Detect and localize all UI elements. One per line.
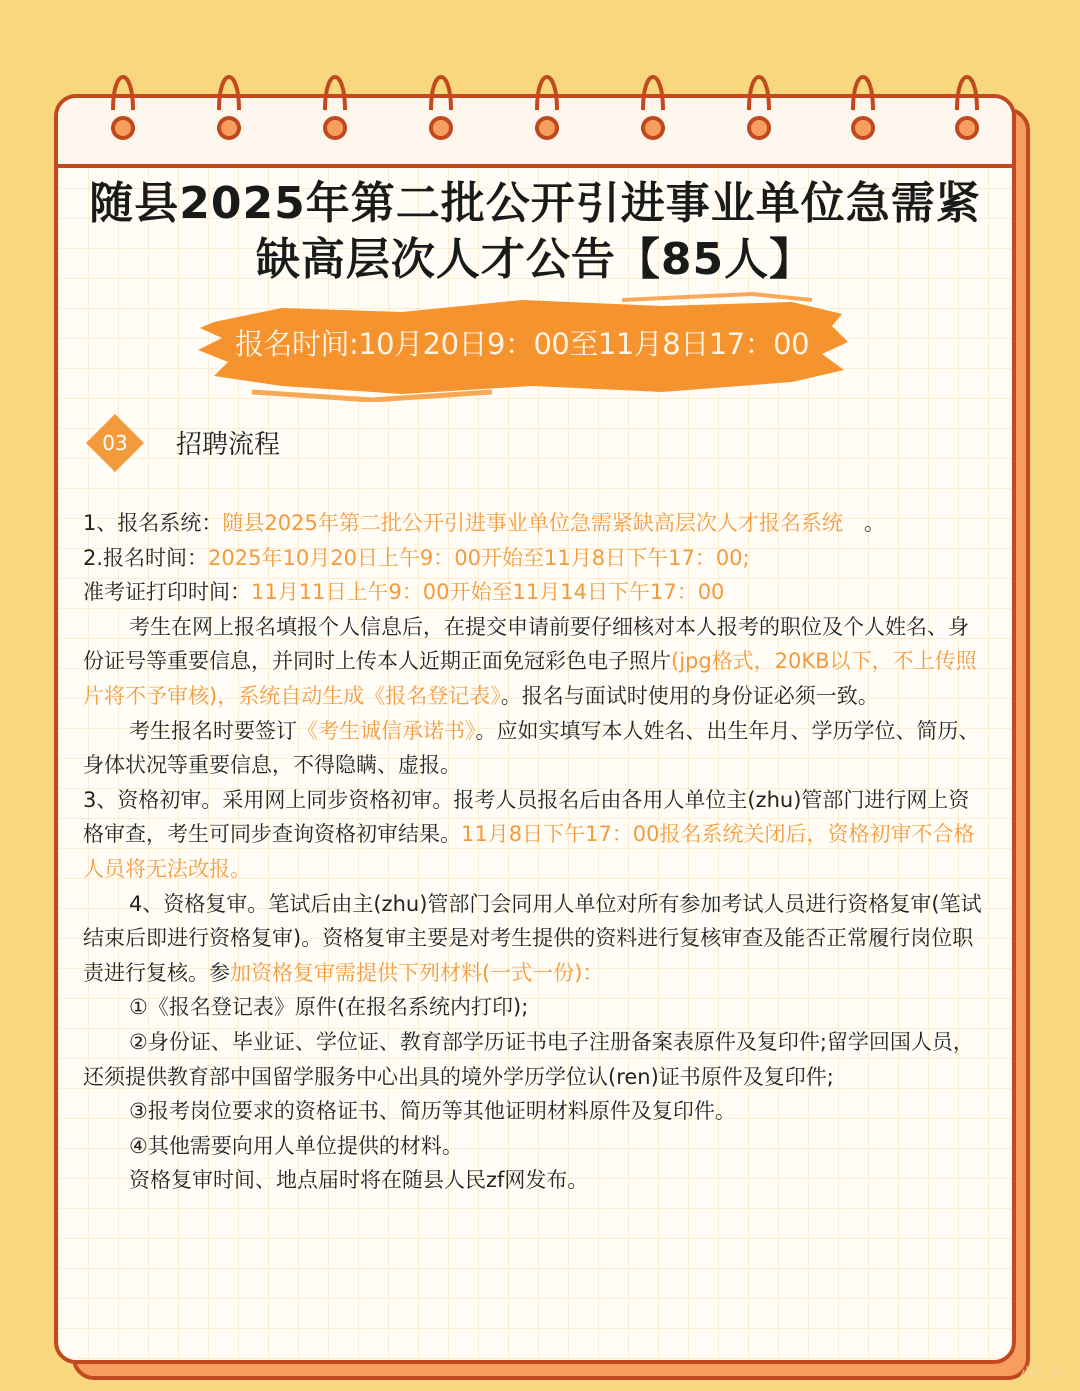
spiral-ring-icon bbox=[744, 60, 774, 146]
paragraph-online-info bbox=[83, 610, 988, 714]
p1-end: 。 bbox=[842, 511, 885, 535]
list-item-registration-form: ①《报名登记表》原件(在报名系统内打印); bbox=[129, 995, 529, 1020]
label-registration-system: 1、报名系统： bbox=[83, 511, 223, 535]
registration-time-value: 2025年10月20日上午9：00开始至11月8日下午17：00; bbox=[208, 545, 750, 570]
p5-text-b: 。应如实填写本人姓名、出生年月、学历学位、简历、身体状况等重要信息，不得隐瞒、虚报。 bbox=[83, 718, 980, 778]
paragraph-admission-ticket bbox=[83, 575, 988, 610]
paragraph-registration-time bbox=[83, 541, 988, 576]
spiral-ring-icon bbox=[108, 60, 138, 146]
p7-text-a: 4、资格复审。笔试后由主(zhu)管部门会同用人单位对所有参加考试人员进行资格复审(笔试结束后即进行资格复审)。资格复审主要是对考生提供的资料进行复核审查及能否正常履行岗位职责进行复核。参 bbox=[83, 891, 982, 985]
paragraph-initial-review bbox=[83, 783, 988, 887]
list-item-other-materials: ④其他需要向用人单位提供的材料。 bbox=[129, 1133, 463, 1158]
spiral-ring-icon bbox=[214, 60, 244, 146]
p5-highlight: 《考生诚信承诺书》 bbox=[297, 718, 476, 743]
label-admission-ticket: 准考证打印时间： bbox=[83, 580, 251, 605]
list-item-id-documents: ②身份证、毕业证、学位证、教育部学历证书电子注册备案表原件及复印件;留学回国人员，还须提供教育部中国留学服务中心出具的境外学历学位认(ren)证书原件及复印件; bbox=[83, 1029, 974, 1089]
paragraph-integrity-pledge bbox=[83, 714, 988, 783]
page-title bbox=[60, 176, 1010, 288]
p4-highlight: (jpg格式，20KB以下，不上传照片将不予审核)，系统自动生成《报名登记表》 bbox=[83, 649, 977, 708]
watermark: 小红书 bbox=[1020, 1366, 1062, 1382]
registration-time-text: 报名时间:10月20日9：00至11月8日17：00 bbox=[234, 327, 810, 361]
paragraph-registration-system bbox=[83, 506, 988, 541]
p4-text-b: 。报名与面试时使用的身份证必须一致。 bbox=[500, 683, 879, 708]
label-registration-time: 2.报名时间： bbox=[83, 545, 209, 570]
spiral-ring-icon bbox=[952, 60, 982, 146]
title-line-1: 随县2025年第二批公开引进事业单位急需紧 bbox=[89, 178, 981, 229]
list-item-certificates: ③报考岗位要求的资格证书、简历等其他证明材料原件及复印件。 bbox=[129, 1099, 736, 1124]
section-number: 03 bbox=[102, 431, 128, 455]
registration-system-link[interactable]: 随县2025年第二批公开引进事业单位急需紧缺高层次人才报名系统 bbox=[222, 511, 843, 535]
paragraph-review-notice: 资格复审时间、地点届时将在随县人民zf网发布。 bbox=[129, 1168, 589, 1193]
p6-highlight: 11月8日下午17：00报名系统关闭后，资格初审不合格人员将无法改报。 bbox=[83, 822, 975, 881]
spiral-ring-icon bbox=[320, 60, 350, 146]
content-body bbox=[83, 506, 988, 1198]
p4-text-a: 考生在网上报名填报个人信息后，在提交申请前要仔细核对本人报考的职位及个人姓名、身份证号等重要信息，并同时上传本人近期正面免冠彩色电子照片 bbox=[83, 614, 969, 674]
title-line-2: 缺高层次人才公告【85人】 bbox=[255, 234, 815, 285]
admission-ticket-value: 11月11日上午9：00开始至11月14日下午17：00 bbox=[251, 580, 725, 605]
section-title: 招聘流程 bbox=[176, 430, 281, 460]
p6-text-a: 3、资格初审。采用网上同步资格初审。报考人员报名后由各用人单位主(zhu)管部门进行网上资格审查，考生可同步查询资格初审结果。 bbox=[83, 787, 970, 847]
registration-time-banner bbox=[192, 292, 852, 402]
spiral-ring-icon bbox=[848, 60, 878, 146]
spiral-ring-icon bbox=[426, 60, 456, 146]
spiral-ring-icon bbox=[532, 60, 562, 146]
p5-text-a: 考生报名时要签订 bbox=[129, 718, 297, 743]
paragraph-re-review bbox=[83, 887, 988, 991]
spiral-ring-icon bbox=[638, 60, 668, 146]
p7-highlight: 加资格复审需提供下列材料(一式一份)： bbox=[230, 960, 604, 985]
